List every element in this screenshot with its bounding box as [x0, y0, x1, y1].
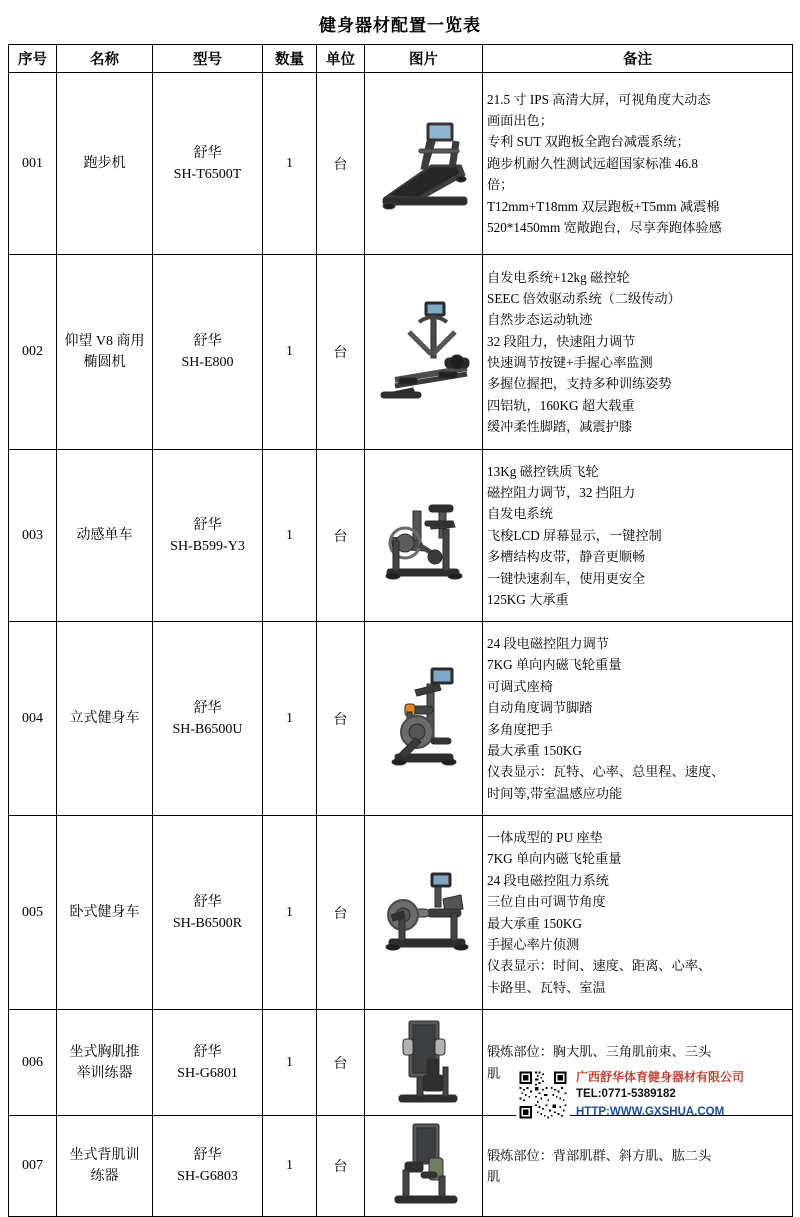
model-brand: 舒华 [193, 700, 222, 716]
model-code: SH-G6801 [177, 1065, 238, 1081]
model-code: SH-B6500R [172, 915, 243, 931]
table-row [9, 816, 793, 1010]
remark-line: 一键快速刹车，使用更安全 [487, 570, 646, 586]
cell-qty: 1 [263, 622, 317, 816]
model-brand: 舒华 [193, 334, 222, 349]
cell-name: 立式健身车 [57, 622, 153, 816]
model-brand: 舒华 [193, 1044, 222, 1060]
cell-qty: 1 [263, 816, 317, 1010]
back-row-machine-image [369, 1118, 481, 1214]
cell-unit: 台 [317, 450, 365, 622]
cell-model [153, 255, 263, 450]
elliptical-trainer-image [369, 292, 481, 412]
cell-remark [483, 816, 793, 1010]
header-model: 型号 [153, 45, 263, 73]
remark-line: 倍； [487, 177, 514, 193]
header-name: 名称 [57, 45, 153, 73]
cell-image [365, 255, 483, 450]
remark-line: 7KG 单向内磁飞轮重量 [487, 851, 622, 867]
cell-unit: 台 [317, 1116, 365, 1217]
cell-qty: 1 [263, 1010, 317, 1116]
cell-image [365, 450, 483, 622]
table-row [9, 255, 793, 450]
cell-name [57, 1116, 153, 1217]
remark-line: 飞梭LCD 屏幕显示，一键控制 [487, 527, 662, 543]
remark-line: 手握心率片侦测 [487, 936, 580, 952]
model-brand: 舒华 [193, 1148, 222, 1163]
name-line: 坐式背肌训 [69, 1148, 140, 1163]
cell-unit: 台 [317, 1010, 365, 1116]
remark-line: 四铝轨，160KG 超大载重 [487, 397, 635, 413]
cell-image [365, 73, 483, 255]
treadmill-image [369, 109, 481, 219]
remark-line: 仪表显示：瓦特、心率、总里程、速度、 [487, 764, 725, 780]
chest-press-machine-image [369, 1013, 481, 1113]
equipment-spec-table [8, 44, 793, 1217]
remark-line: 最大承重 150KG [487, 915, 582, 931]
name-line: 举训练器 [76, 1065, 133, 1081]
stamp-text-block [576, 1068, 744, 1121]
remark-line: 肌 [487, 1065, 501, 1081]
remark-line: SEEC 倍效驱动系统（二级传动） [487, 290, 681, 306]
remark-line: 21.5 寸 IPS 高清大屏，可视角度大动态 [487, 91, 711, 107]
remark-line: 锻炼部位：背部肌群、斜方肌、肱二头 [487, 1147, 712, 1163]
remark-line: 锻炼部位：胸大肌、三角肌前束、三头 [487, 1044, 712, 1060]
remark-line: 24 段电磁控阻力系统 [487, 872, 609, 888]
name-line: 椭圆机 [83, 355, 126, 370]
cell-unit: 台 [317, 255, 365, 450]
company-stamp [516, 1068, 744, 1122]
cell-image [365, 1116, 483, 1217]
header-image: 图片 [365, 45, 483, 73]
cell-model [153, 816, 263, 1010]
remark-line: 自然步态运动轨迹 [487, 312, 593, 328]
cell-model [153, 73, 263, 255]
cell-no: 004 [9, 622, 57, 816]
cell-remark [483, 73, 793, 255]
cell-remark [483, 1116, 793, 1217]
cell-qty: 1 [263, 73, 317, 255]
remark-line: 13Kg 磁控铁质飞轮 [487, 463, 599, 479]
header-qty: 数量 [263, 45, 317, 73]
remark-line: 520*1450mm 宽敞跑台，尽享奔跑体验感 [487, 219, 722, 235]
qr-code-icon [516, 1068, 570, 1122]
name-line: 坐式胸肌推 [69, 1044, 140, 1060]
remark-line: 最大承重 150KG [487, 742, 582, 758]
model-brand: 舒华 [193, 894, 222, 910]
remark-line: 可调式座椅 [487, 678, 553, 694]
table-row [9, 450, 793, 622]
remark-line: 多槽结构皮带，静音更顺畅 [487, 549, 646, 565]
remark-line: 跑步机耐久性测试远超国家标准 46.8 [487, 155, 698, 171]
remark-line: 缓冲柔性脚踏，减震护膝 [487, 419, 633, 435]
model-code: SH-G6803 [177, 1169, 238, 1184]
cell-no: 002 [9, 255, 57, 450]
cell-name: 跑步机 [57, 73, 153, 255]
remark-line: 7KG 单向内磁飞轮重量 [487, 657, 622, 673]
cell-image [365, 622, 483, 816]
page-title: 健身器材配置一览表 [319, 16, 481, 35]
remark-line: 多握位握把，支持多种训练姿势 [487, 376, 672, 392]
cell-no: 005 [9, 816, 57, 1010]
table-row [9, 1116, 793, 1217]
cell-qty: 1 [263, 255, 317, 450]
remark-line: 卡路里、瓦特、室温 [487, 979, 606, 995]
cell-name [57, 1010, 153, 1116]
cell-unit: 台 [317, 73, 365, 255]
remark-line: 专利 SUT 双跑板全跑台减震系统； [487, 134, 690, 150]
model-brand: 舒华 [193, 145, 222, 161]
cell-remark [483, 622, 793, 816]
company-name: 广西舒华体育健身器材有限公司 [576, 1070, 745, 1084]
cell-image [365, 816, 483, 1010]
spinning-bike-image [369, 481, 481, 591]
remark-line: 自发电系统+12kg 磁控轮 [487, 269, 630, 285]
cell-name [57, 255, 153, 450]
remark-line: 画面出色； [487, 113, 553, 129]
cell-model [153, 1010, 263, 1116]
remark-line: 24 段电磁控阻力调节 [487, 636, 609, 651]
remark-line: 肌 [487, 1169, 501, 1184]
cell-model [153, 622, 263, 816]
upright-bike-image [369, 654, 481, 784]
table-header-row [9, 45, 793, 73]
cell-model [153, 450, 263, 622]
cell-unit: 台 [317, 816, 365, 1010]
cell-no: 007 [9, 1116, 57, 1217]
remark-line: 仪表显示：时间、速度、距离、心率、 [487, 958, 712, 974]
remark-line: 125KG 大承重 [487, 591, 569, 607]
model-code: SH-T6500T [173, 166, 242, 182]
cell-image [365, 1010, 483, 1116]
remark-line: 三位自由可调节角度 [487, 894, 606, 910]
table-row [9, 73, 793, 255]
company-website[interactable]: HTTP:WWW.GXSHUA.COM [576, 1105, 725, 1118]
model-brand: 舒华 [193, 517, 222, 533]
cell-remark [483, 450, 793, 622]
model-code: SH-B599-Y3 [170, 538, 245, 554]
model-code: SH-B6500U [172, 721, 243, 737]
remark-line: 快速调节按键+手握心率监测 [487, 355, 653, 370]
name-line: 练器 [90, 1169, 119, 1184]
cell-unit: 台 [317, 622, 365, 816]
remark-line: 自发电系统 [487, 506, 553, 522]
cell-name: 卧式健身车 [57, 816, 153, 1010]
remark-line: T12mm+T18mm 双层跑板+T5mm 减震棉 [487, 198, 720, 214]
remark-line: 自动角度调节脚踏 [487, 700, 593, 716]
recumbent-bike-image [369, 853, 481, 973]
remark-line: 32 段阻力，快速阻力调节 [487, 333, 636, 349]
cell-no: 001 [9, 73, 57, 255]
table-row [9, 622, 793, 816]
header-remark: 备注 [483, 45, 793, 73]
remark-line: 一体成型的 PU 座垫 [487, 830, 603, 845]
cell-remark [483, 255, 793, 450]
remark-line: 多角度把手 [487, 721, 553, 737]
header-no: 序号 [9, 45, 57, 73]
cell-no: 006 [9, 1010, 57, 1116]
company-tel: TEL:0771-5389182 [576, 1088, 676, 1101]
cell-qty: 1 [263, 1116, 317, 1217]
header-unit: 单位 [317, 45, 365, 73]
cell-qty: 1 [263, 450, 317, 622]
remark-line: 时间等,带室温感应功能 [487, 785, 623, 801]
cell-name: 动感单车 [57, 450, 153, 622]
cell-no: 003 [9, 450, 57, 622]
cell-model [153, 1116, 263, 1217]
model-code: SH-E800 [181, 355, 234, 370]
remark-line: 磁控阻力调节，32 挡阻力 [487, 485, 636, 501]
name-line: 仰望 V8 商用 [64, 334, 145, 349]
